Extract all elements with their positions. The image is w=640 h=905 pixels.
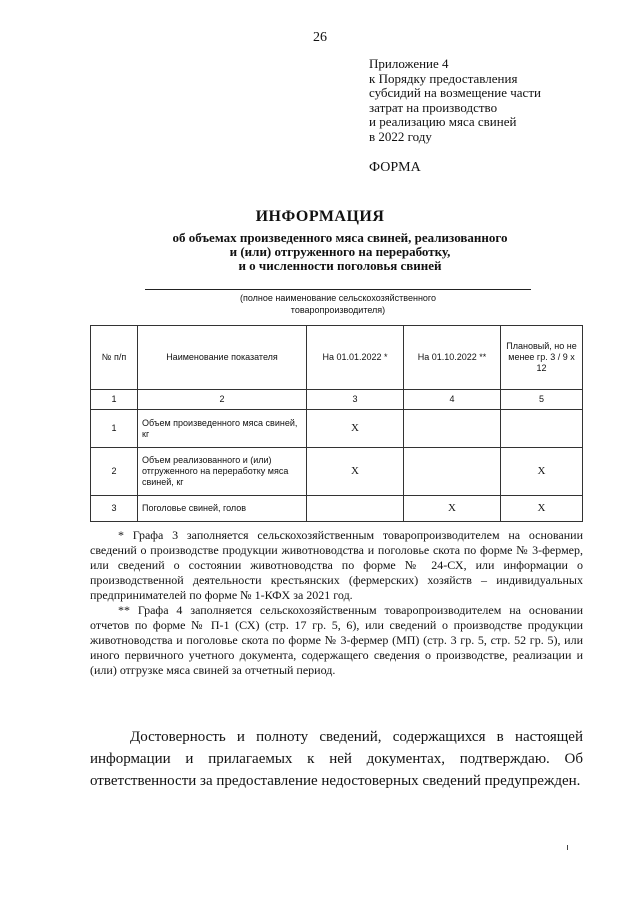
appendix-line: и реализацию мяса свиней [369, 114, 517, 129]
table-row [91, 496, 583, 522]
subtitle-line: и о численности поголовья свиней [238, 258, 442, 273]
column-number: 5 [501, 390, 583, 410]
row-cell [307, 496, 404, 522]
table-header-row [91, 326, 583, 390]
row-num: 1 [91, 410, 138, 448]
row-name: Объем реализованного и (или) отгруженного на переработку мяса свиней, кг [138, 448, 307, 496]
appendix-line: к Порядку предоставления [369, 70, 518, 86]
certification-block [90, 726, 583, 792]
table-row [91, 410, 583, 448]
appendix-block [369, 57, 541, 144]
row-cell [404, 448, 501, 496]
header-date1: На 01.01.2022 * [307, 326, 404, 390]
caption-line: (полное наименование сельскохозяйственного [239, 293, 437, 303]
footnote-column4: ** Графа 4 заполняется сельскохозяйственным товаропроизводителем на основании отчетов по форме № П-1 (СХ) (стр. 17 гр. 5, 6), или сведений о производстве продукции животноводства и поголовье скота по форме № 3-фермер (МП) (стр. 3 гр. 5, стр. 52 гр. 5), или иного первичного учетного документа, содержащего сведения о производстве, реализации и (или) отгрузке мяса свиней за отчетный период. [90, 603, 583, 677]
footnotes [90, 528, 583, 678]
appendix-line: субсидий на возмещение части [369, 85, 541, 100]
header-date2: На 01.10.2022 ** [404, 326, 501, 390]
row-num: 2 [91, 448, 138, 496]
row-cell: Х [501, 448, 583, 496]
row-num: 3 [91, 496, 138, 522]
caption-line: товаропроизводителя) [290, 305, 386, 315]
document-subtitle [100, 231, 580, 273]
column-number-row [91, 390, 583, 410]
column-number: 2 [138, 390, 307, 410]
row-cell: Х [404, 496, 501, 522]
document-title: ИНФОРМАЦИЯ [255, 208, 385, 225]
subtitle-line: об объемах произведенного мяса свиней, реализованного [172, 230, 508, 245]
row-cell [501, 410, 583, 448]
header-num: № п/п [91, 326, 138, 390]
column-number: 3 [307, 390, 404, 410]
appendix-line: в 2022 году [369, 128, 432, 144]
form-label: ФОРМА [369, 160, 421, 175]
header-plan: Плановый, но не менее гр. 3 / 9 x 12 [501, 326, 583, 390]
row-cell [404, 410, 501, 448]
column-number: 1 [91, 390, 138, 410]
page-number: 26 [313, 30, 327, 45]
organization-caption [145, 292, 531, 316]
row-name: Поголовье свиней, голов [138, 496, 307, 522]
header-name: Наименование показателя [138, 326, 307, 390]
subtitle-line: и (или) отгруженного на переработку, [229, 244, 451, 259]
column-number: 4 [404, 390, 501, 410]
footnote-column3: * Графа 3 заполняется сельскохозяйственным товаропроизводителем на основании сведений о производстве продукции животноводства и поголовье скота по форме № 3-фермер, или сведений о состоянии животноводства по форме № 24-СХ, или информации о производственной деятельности крестьянских (фермерских) хозяйств – индивидуальных предпринимателей по форме № 1-КФХ за 2021 год. [90, 528, 583, 602]
row-cell: Х [501, 496, 583, 522]
certification-text: Достоверность и полноту сведений, содержащихся в настоящей информации и прилагаемых к ней документах, подтверждаю. Об ответственности за предоставление недостоверных сведений предупрежден. [90, 729, 583, 789]
row-cell: Х [307, 448, 404, 496]
indicators-table [90, 325, 583, 522]
row-cell: Х [307, 410, 404, 448]
organization-name-line [145, 289, 531, 290]
row-name: Объем произведенного мяса свиней, кг [138, 410, 307, 448]
appendix-line: затрат на производство [369, 99, 498, 115]
scan-mark [567, 845, 568, 850]
table-row [91, 448, 583, 496]
appendix-line: Приложение 4 [369, 56, 449, 71]
